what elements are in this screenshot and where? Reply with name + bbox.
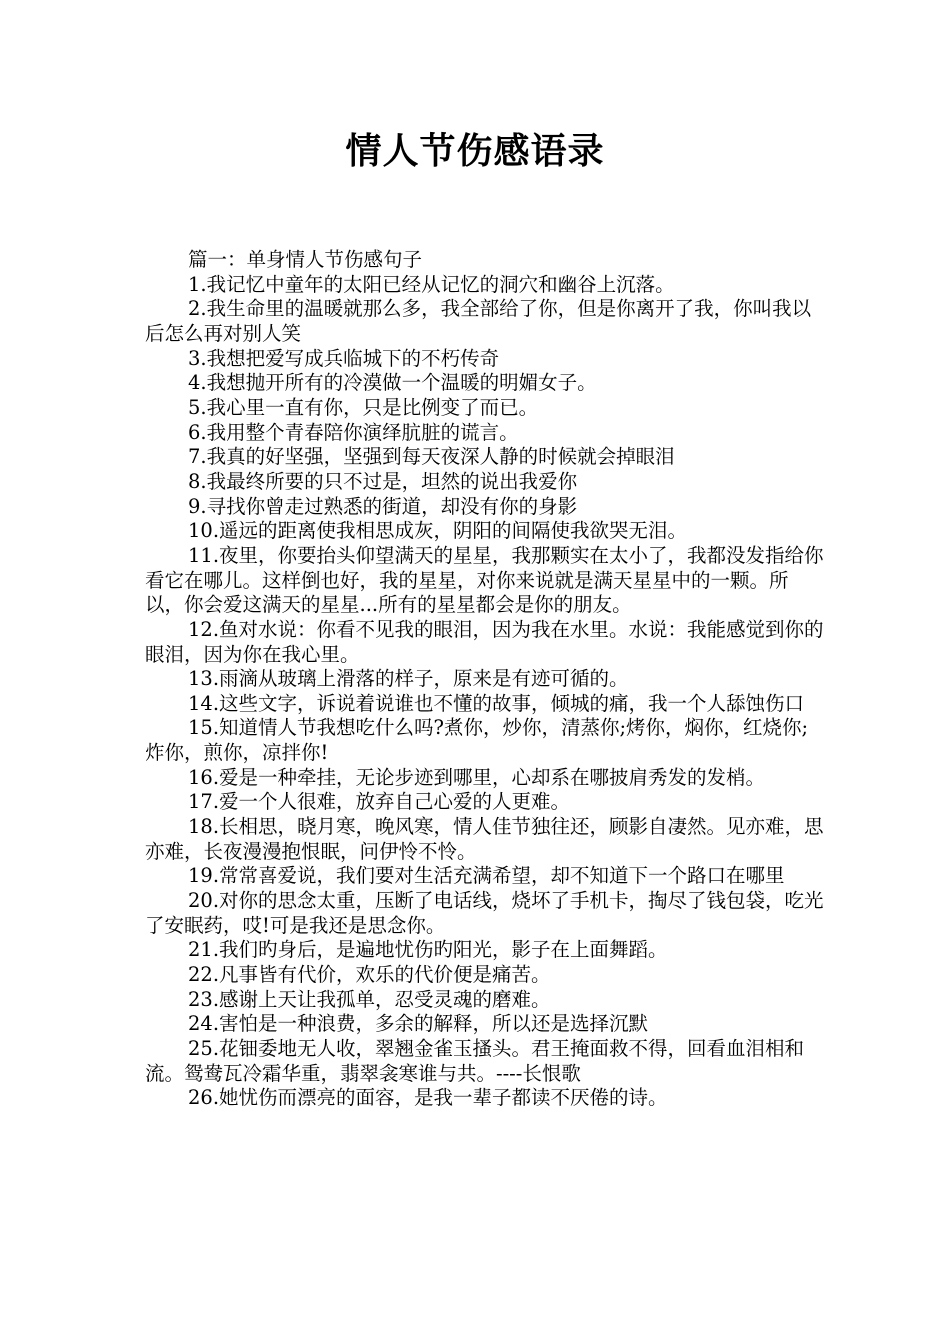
quote-item: 7.我真的好坚强，坚强到每天夜深人静的时候就会掉眼泪 bbox=[188, 445, 675, 469]
quote-item: 18.长相思，晓月寒，晚风寒，情人佳节独往还，顾影自凄然。见亦难，思亦难，长夜漫漫抱恨眠，问伊怜不怜。 bbox=[145, 815, 824, 863]
section-heading: 篇一：单身情人节伤感句子 bbox=[188, 248, 423, 271]
quote-item: 9.寻找你曾走过熟悉的街道，却没有你的身影 bbox=[188, 494, 578, 518]
quote-item: 19.常常喜爱说，我们要对生活充满希望，却不知道下一个路口在哪里 bbox=[188, 864, 785, 888]
quote-item: 23.感谢上天让我孤单，忍受灵魂的磨难。 bbox=[188, 987, 551, 1011]
quote-item: 12.鱼对水说：你看不见我的眼泪，因为我在水里。水说：我能感觉到你的眼泪，因为你在我心里。 bbox=[145, 617, 824, 666]
quote-item: 8.我最终所要的只不过是，坦然的说出我爱你 bbox=[188, 469, 578, 493]
quote-item: 5.我心里一直有你，只是比例变了而已。 bbox=[188, 395, 539, 419]
quote-item: 25.花钿委地无人收，翠翘金雀玉搔头。君王掩面救不得，回看血泪相和流。鸳鸯瓦冷霜华重，翡翠衾寒谁与共。----长恨歌 bbox=[145, 1037, 805, 1085]
document-body bbox=[145, 248, 825, 1111]
quote-item: 6.我用整个青春陪你演绎肮脏的谎言。 bbox=[188, 420, 519, 444]
quote-item: 13.雨滴从玻璃上滑落的样子，原来是有迹可循的。 bbox=[188, 667, 629, 691]
quote-item: 17.爱一个人很难，放弃自己心爱的人更难。 bbox=[188, 790, 571, 814]
quote-item: 4.我想抛开所有的冷漠做一个温暖的明媚女子。 bbox=[188, 371, 597, 395]
quote-item: 16.爱是一种牵挂，无论步迹到哪里，心却系在哪披肩秀发的发梢。 bbox=[188, 765, 766, 789]
quote-item: 26.她忧伤而漂亮的面容，是我一辈子都读不厌倦的诗。 bbox=[188, 1086, 668, 1110]
quote-item: 11.夜里，你要抬头仰望满天的星星，我那颗实在太小了，我都没发指给你看它在哪儿。这样倒也好，我的星星，对你来说就是满天星星中的一颗。所以，你会爱这满天的星星...所有的星星都会是你的朋友。 bbox=[145, 543, 824, 617]
document-title: 情人节伤感语录 bbox=[345, 131, 605, 172]
quote-item: 1.我记忆中童年的太阳已经从记忆的洞穴和幽谷上沉落。 bbox=[188, 272, 675, 296]
quote-item: 15.知道情人节我想吃什么吗?煮你，炒你，清蒸你;烤你，焖你，红烧你;炸你，煎你，凉拌你! bbox=[145, 716, 809, 765]
quote-item: 10.遥远的距离使我相思成灰，阴阳的间隔使我欲哭无泪。 bbox=[188, 519, 688, 543]
quote-item: 14.这些文字，诉说着说谁也不懂的故事，倾城的痛，我一个人舔蚀伤口 bbox=[188, 691, 805, 715]
quote-item: 2.我生命里的温暖就那么多，我全部给了你，但是你离开了我，你叫我以后怎么再对别人笑 bbox=[145, 297, 812, 345]
quote-item: 21.我们旳身后，是遍地忧伤旳阳光，影子在上面舞蹈。 bbox=[188, 938, 668, 962]
quote-item: 20.对你的思念太重，压断了电话线，烧坏了手机卡，掏尽了钱包袋，吃光了安眠药，哎!可是我还是思念你。 bbox=[145, 889, 824, 937]
quote-item: 22.凡事皆有代价，欢乐的代价便是痛苦。 bbox=[188, 963, 551, 987]
quote-item: 24.害怕是一种浪费，多余的解释，所以还是选择沉默 bbox=[188, 1012, 649, 1036]
quote-item: 3.我想把爱写成兵临城下的不朽传奇 bbox=[188, 346, 500, 370]
